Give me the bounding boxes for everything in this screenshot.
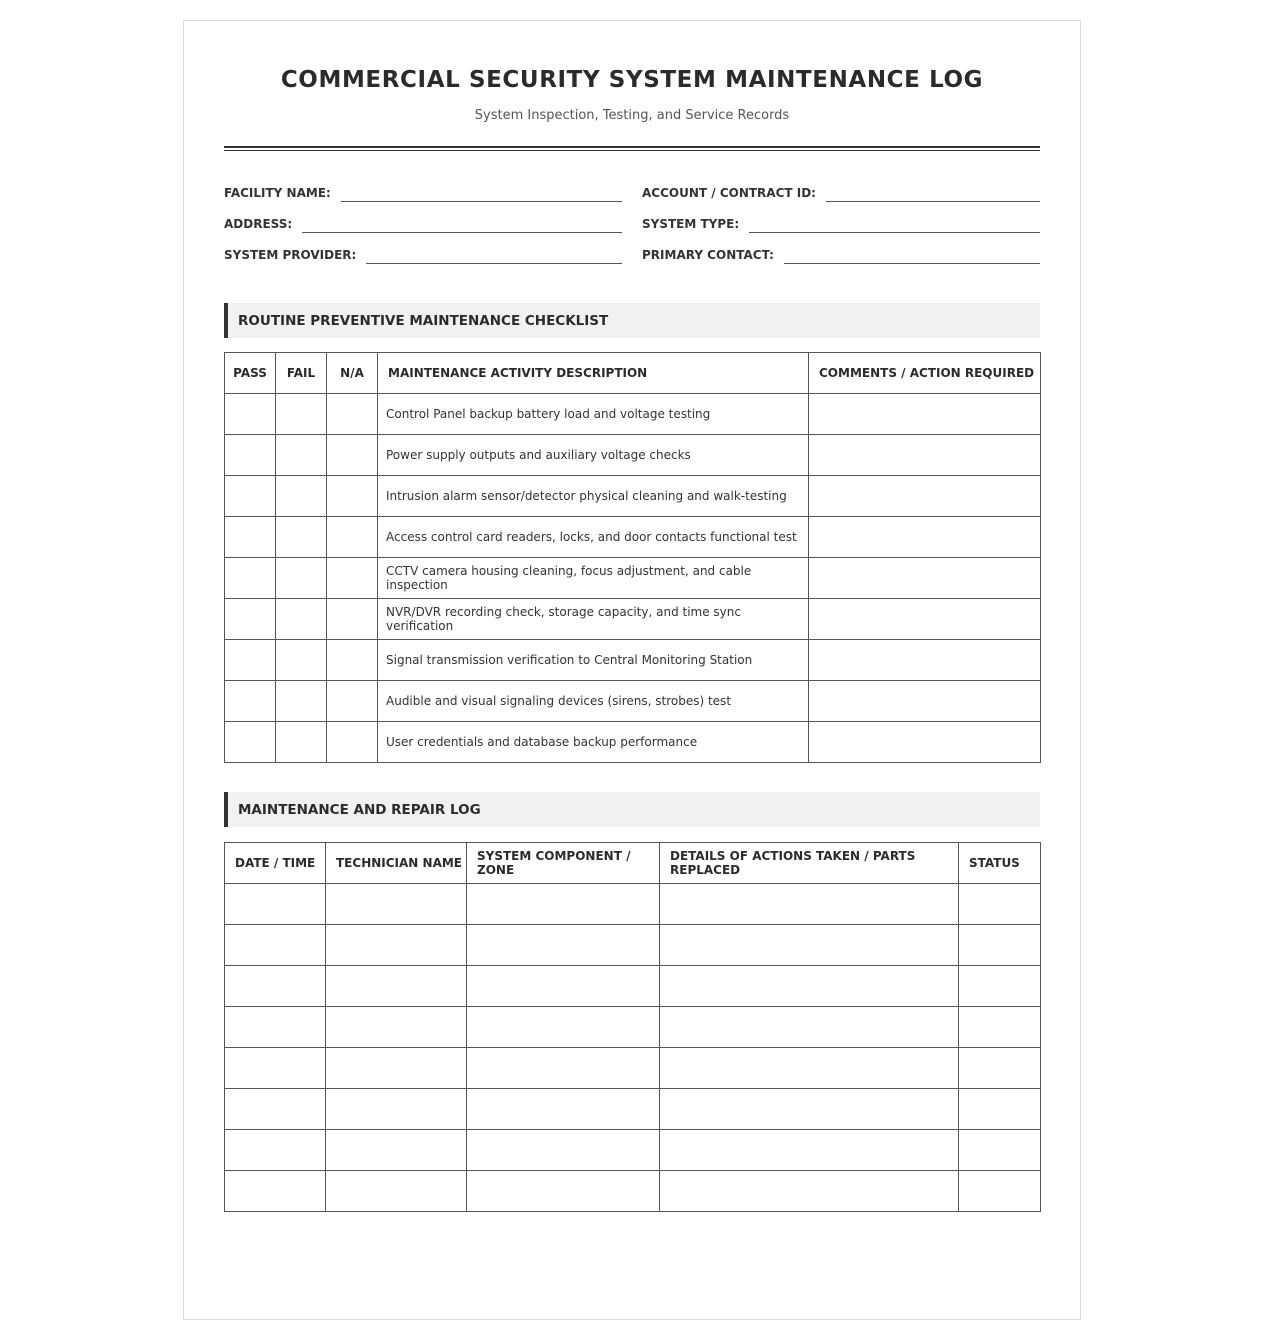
date-time-cell[interactable] bbox=[225, 1007, 326, 1048]
status-cell[interactable] bbox=[959, 884, 1041, 925]
system-component-cell[interactable] bbox=[467, 1007, 660, 1048]
na-cell[interactable] bbox=[327, 558, 378, 599]
comments-cell[interactable] bbox=[809, 435, 1041, 476]
pass-cell[interactable] bbox=[225, 558, 276, 599]
fail-cell[interactable] bbox=[276, 517, 327, 558]
action-details-cell[interactable] bbox=[660, 966, 959, 1007]
comments-cell[interactable] bbox=[809, 599, 1041, 640]
status-cell[interactable] bbox=[959, 1130, 1041, 1171]
col-na: N/A bbox=[327, 353, 378, 394]
repair-log-header-row bbox=[225, 843, 1041, 884]
date-time-cell[interactable] bbox=[225, 966, 326, 1007]
table-row bbox=[225, 558, 1041, 599]
comments-cell[interactable] bbox=[809, 681, 1041, 722]
technician-name-cell[interactable] bbox=[326, 1048, 467, 1089]
table-row bbox=[225, 884, 1041, 925]
col-technician-name: TECHNICIAN NAME bbox=[326, 843, 467, 884]
table-row bbox=[225, 599, 1041, 640]
na-cell[interactable] bbox=[327, 640, 378, 681]
date-time-cell[interactable] bbox=[225, 1130, 326, 1171]
activity-description: Intrusion alarm sensor/detector physical cleaning and walk-testing bbox=[378, 476, 809, 517]
status-cell[interactable] bbox=[959, 1171, 1041, 1212]
fail-cell[interactable] bbox=[276, 599, 327, 640]
technician-name-cell[interactable] bbox=[326, 1130, 467, 1171]
col-status: STATUS bbox=[959, 843, 1041, 884]
table-row bbox=[225, 517, 1041, 558]
system-component-cell[interactable] bbox=[467, 1130, 660, 1171]
activity-description: Signal transmission verification to Central Monitoring Station bbox=[378, 640, 809, 681]
na-cell[interactable] bbox=[327, 435, 378, 476]
table-row bbox=[225, 1048, 1041, 1089]
activity-description: Power supply outputs and auxiliary voltage checks bbox=[378, 435, 809, 476]
header-divider bbox=[224, 146, 1040, 151]
col-system-component: SYSTEM COMPONENT / ZONE bbox=[467, 843, 660, 884]
document-title: COMMERCIAL SECURITY SYSTEM MAINTENANCE LOG bbox=[280, 67, 984, 93]
pass-cell[interactable] bbox=[225, 640, 276, 681]
comments-cell[interactable] bbox=[809, 558, 1041, 599]
table-row bbox=[225, 681, 1041, 722]
col-comments: COMMENTS / ACTION REQUIRED bbox=[809, 353, 1041, 394]
activity-description: Control Panel backup battery load and voltage testing bbox=[378, 394, 809, 435]
account-contract-id-label: ACCOUNT / CONTRACT ID: bbox=[642, 186, 816, 200]
table-row bbox=[225, 1007, 1041, 1048]
pass-cell[interactable] bbox=[225, 476, 276, 517]
col-action-details: DETAILS OF ACTIONS TAKEN / PARTS REPLACED bbox=[660, 843, 959, 884]
facility-name-label: FACILITY NAME: bbox=[224, 186, 331, 200]
table-row bbox=[225, 722, 1041, 763]
pass-cell[interactable] bbox=[225, 394, 276, 435]
pass-cell[interactable] bbox=[225, 722, 276, 763]
comments-cell[interactable] bbox=[809, 394, 1041, 435]
system-component-cell[interactable] bbox=[467, 925, 660, 966]
status-cell[interactable] bbox=[959, 966, 1041, 1007]
date-time-cell[interactable] bbox=[225, 1089, 326, 1130]
activity-description: CCTV camera housing cleaning, focus adjustment, and cable inspection bbox=[378, 558, 809, 599]
activity-description: Audible and visual signaling devices (sirens, strobes) test bbox=[378, 681, 809, 722]
fail-cell[interactable] bbox=[276, 394, 327, 435]
table-row bbox=[225, 435, 1041, 476]
action-details-cell[interactable] bbox=[660, 1048, 959, 1089]
system-type-field[interactable] bbox=[642, 213, 1040, 233]
status-cell[interactable] bbox=[959, 1007, 1041, 1048]
status-cell[interactable] bbox=[959, 925, 1041, 966]
repair-log-table bbox=[224, 842, 1041, 1212]
date-time-cell[interactable] bbox=[225, 925, 326, 966]
na-cell[interactable] bbox=[327, 517, 378, 558]
col-date-time: DATE / TIME bbox=[225, 843, 326, 884]
pass-cell[interactable] bbox=[225, 681, 276, 722]
technician-name-cell[interactable] bbox=[326, 966, 467, 1007]
na-cell[interactable] bbox=[327, 681, 378, 722]
date-time-cell[interactable] bbox=[225, 884, 326, 925]
status-cell[interactable] bbox=[959, 1089, 1041, 1130]
technician-name-cell[interactable] bbox=[326, 1007, 467, 1048]
activity-description: User credentials and database backup performance bbox=[378, 722, 809, 763]
primary-contact-line[interactable] bbox=[784, 263, 1040, 264]
table-row bbox=[225, 1171, 1041, 1212]
activity-description: NVR/DVR recording check, storage capacity, and time sync verification bbox=[378, 599, 809, 640]
account-contract-id-line[interactable] bbox=[826, 201, 1040, 202]
table-row bbox=[225, 1130, 1041, 1171]
primary-contact-label: PRIMARY CONTACT: bbox=[642, 248, 774, 262]
system-component-cell[interactable] bbox=[467, 884, 660, 925]
na-cell[interactable] bbox=[327, 394, 378, 435]
table-row bbox=[225, 925, 1041, 966]
system-provider-field[interactable] bbox=[224, 244, 622, 264]
col-pass: PASS bbox=[225, 353, 276, 394]
action-details-cell[interactable] bbox=[660, 1171, 959, 1212]
na-cell[interactable] bbox=[327, 599, 378, 640]
primary-contact-field[interactable] bbox=[642, 244, 1040, 264]
fail-cell[interactable] bbox=[276, 435, 327, 476]
table-row bbox=[225, 640, 1041, 681]
document-page bbox=[183, 20, 1081, 1320]
table-row bbox=[225, 966, 1041, 1007]
account-contract-id-field[interactable] bbox=[642, 182, 1040, 202]
table-row bbox=[225, 476, 1041, 517]
na-cell[interactable] bbox=[327, 722, 378, 763]
pass-cell[interactable] bbox=[225, 599, 276, 640]
table-row bbox=[225, 1089, 1041, 1130]
pass-cell[interactable] bbox=[225, 435, 276, 476]
system-type-label: SYSTEM TYPE: bbox=[642, 217, 740, 231]
action-details-cell[interactable] bbox=[660, 925, 959, 966]
na-cell[interactable] bbox=[327, 476, 378, 517]
fail-cell[interactable] bbox=[276, 476, 327, 517]
checklist-table bbox=[224, 352, 1041, 763]
system-type-line[interactable] bbox=[749, 232, 1040, 233]
action-details-cell[interactable] bbox=[660, 884, 959, 925]
comments-cell[interactable] bbox=[809, 476, 1041, 517]
col-activity-description: MAINTENANCE ACTIVITY DESCRIPTION bbox=[378, 353, 809, 394]
date-time-cell[interactable] bbox=[225, 1048, 326, 1089]
address-field[interactable] bbox=[224, 213, 622, 233]
comments-cell[interactable] bbox=[809, 722, 1041, 763]
checklist-header-row bbox=[225, 353, 1041, 394]
checklist-section-heading: ROUTINE PREVENTIVE MAINTENANCE CHECKLIST bbox=[224, 303, 1040, 338]
repair-log-section-heading: MAINTENANCE AND REPAIR LOG bbox=[224, 792, 1040, 827]
system-component-cell[interactable] bbox=[467, 966, 660, 1007]
system-component-cell[interactable] bbox=[467, 1048, 660, 1089]
comments-cell[interactable] bbox=[809, 640, 1041, 681]
fail-cell[interactable] bbox=[276, 722, 327, 763]
address-label: ADDRESS: bbox=[224, 217, 293, 231]
action-details-cell[interactable] bbox=[660, 1130, 959, 1171]
comments-cell[interactable] bbox=[809, 517, 1041, 558]
technician-name-cell[interactable] bbox=[326, 925, 467, 966]
technician-name-cell[interactable] bbox=[326, 1171, 467, 1212]
fail-cell[interactable] bbox=[276, 640, 327, 681]
table-row bbox=[225, 394, 1041, 435]
activity-description: Access control card readers, locks, and door contacts functional test bbox=[378, 517, 809, 558]
col-fail: FAIL bbox=[276, 353, 327, 394]
fail-cell[interactable] bbox=[276, 558, 327, 599]
action-details-cell[interactable] bbox=[660, 1089, 959, 1130]
pass-cell[interactable] bbox=[225, 517, 276, 558]
fail-cell[interactable] bbox=[276, 681, 327, 722]
system-provider-line[interactable] bbox=[366, 263, 622, 264]
action-details-cell[interactable] bbox=[660, 1007, 959, 1048]
status-cell[interactable] bbox=[959, 1048, 1041, 1089]
facility-name-field[interactable] bbox=[224, 182, 622, 202]
technician-name-cell[interactable] bbox=[326, 1089, 467, 1130]
facility-name-line[interactable] bbox=[341, 201, 622, 202]
system-component-cell[interactable] bbox=[467, 1171, 660, 1212]
document-subtitle: System Inspection, Testing, and Service Records bbox=[474, 108, 790, 123]
address-line[interactable] bbox=[302, 232, 622, 233]
technician-name-cell[interactable] bbox=[326, 884, 467, 925]
system-component-cell[interactable] bbox=[467, 1089, 660, 1130]
date-time-cell[interactable] bbox=[225, 1171, 326, 1212]
system-provider-label: SYSTEM PROVIDER: bbox=[224, 248, 357, 262]
repair-log-body bbox=[225, 884, 1041, 1212]
